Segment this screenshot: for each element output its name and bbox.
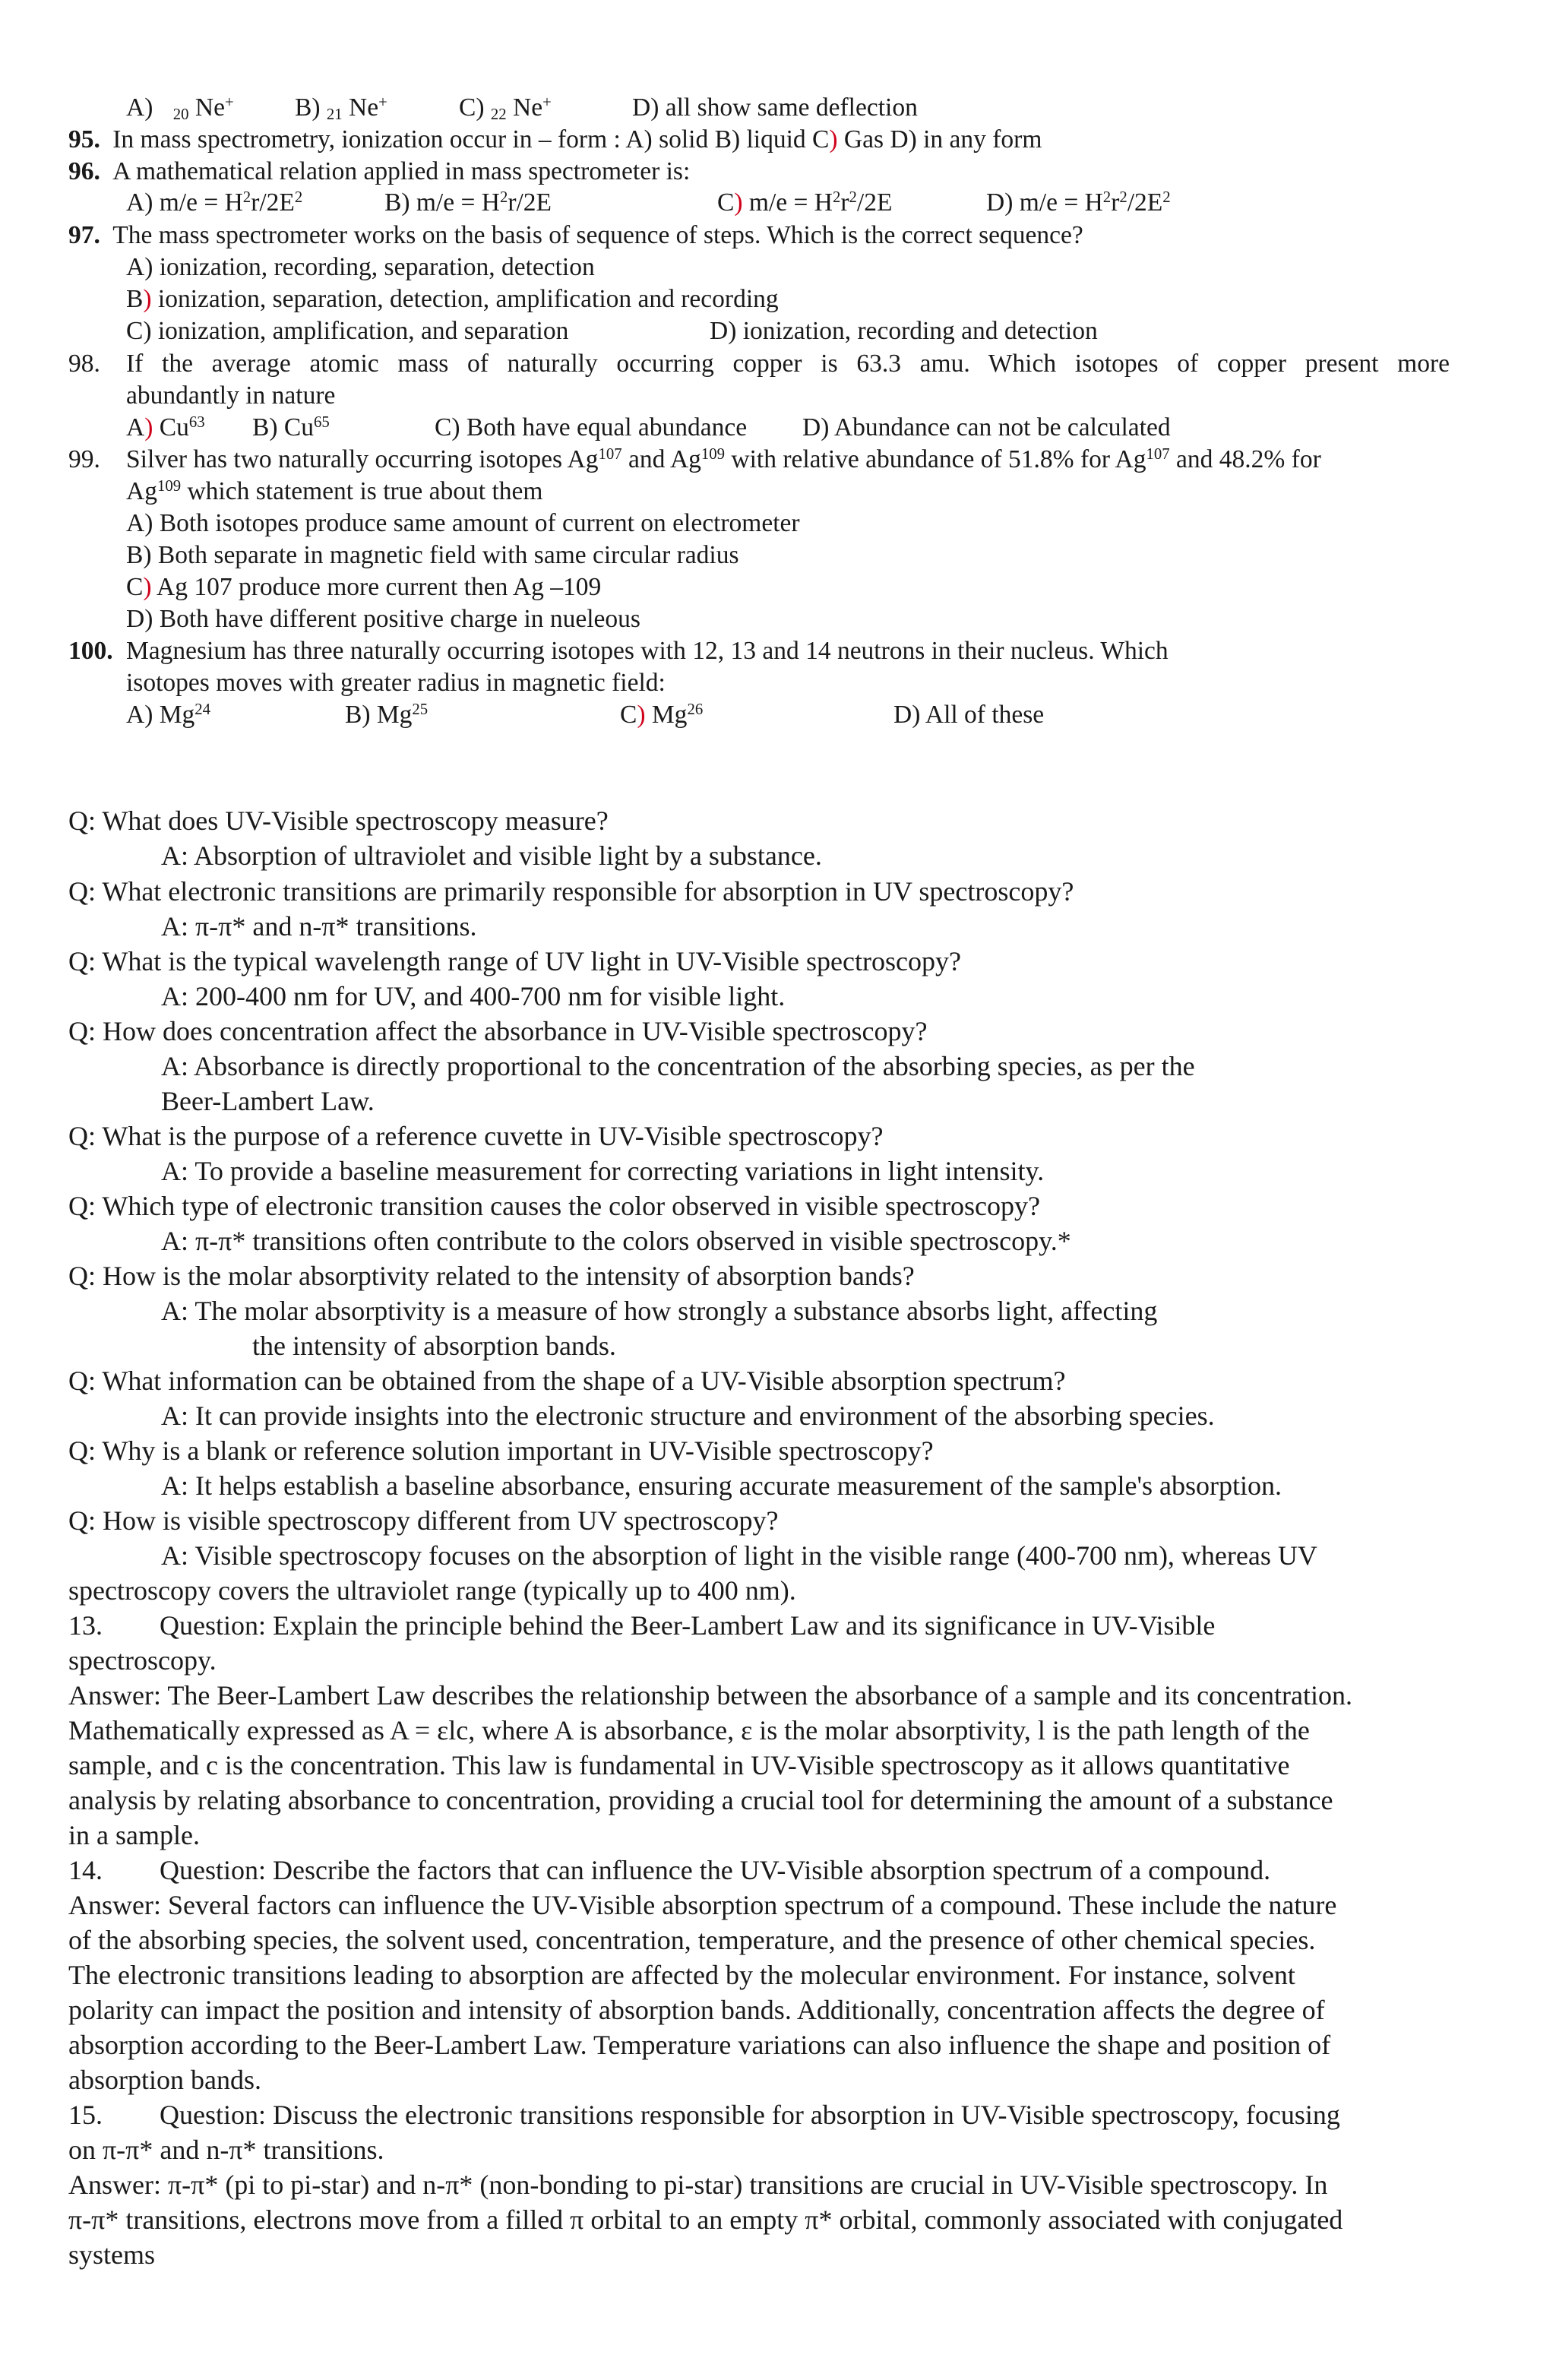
q100-option-c [620, 702, 703, 728]
q98-option-b [252, 415, 330, 441]
superscript: 25 [412, 700, 429, 718]
qa-question: Q: Why is a blank or reference solution important in UV-Visible spectroscopy? [68, 1435, 934, 1466]
question-text: In mass spectrometry, ionization occur in – form : A) solid B) liquid C [112, 125, 830, 153]
long-answer-line: Answer: Several factors can influence the UV-Visible absorption spectrum of a compound. These include the nature [68, 1890, 1337, 1920]
q99-option-c [126, 574, 601, 600]
question-text-tail: Gas D) in any form [837, 125, 1042, 153]
q98-option-a [126, 415, 205, 441]
answer-marker: ) [144, 413, 153, 442]
option-d-text-mid: r [1111, 188, 1120, 217]
q96-option-b [384, 190, 552, 216]
qa-answer: A: The molar absorptivity is a measure of how strongly a substance absorbs light, affecting [161, 1296, 1158, 1326]
long-question-text-continuation: on π-π* and n-π* transitions. [68, 2135, 384, 2165]
question-number: 99. [68, 445, 100, 473]
q99-option-b: B) Both separate in magnetic field with same circular radius [126, 541, 739, 569]
superscript: 107 [1146, 445, 1170, 463]
option-c-letter: C [126, 573, 144, 601]
long-answer-line: Mathematically expressed as A = εlc, where A is absorbance, ε is the molar absorptivity, l is the path length of the [68, 1715, 1310, 1745]
option-b-text: B) Mg [345, 701, 413, 729]
charge-superscript: + [378, 93, 387, 111]
question-text: which statement is true about them [181, 477, 543, 505]
q97-option-d: D) ionization, recording and detection [710, 317, 1098, 345]
long-question-text: Question: Discuss the electronic transitions responsible for absorption in UV-Visible spectroscopy, focusing [160, 2100, 1340, 2130]
option-c-text-mid: r [840, 188, 849, 217]
option-b-text: ionization, separation, detection, amplification and recording [151, 285, 779, 313]
option-c-text: m/e = H [742, 188, 833, 217]
option-b-label: B) [295, 93, 321, 122]
option-c-label: C) [459, 93, 485, 122]
superscript: 24 [194, 700, 211, 718]
option-a-text: A) Mg [126, 701, 195, 729]
question-99 [68, 447, 100, 473]
qa-answer-continuation: the intensity of absorption bands. [252, 1331, 616, 1361]
long-answer-line: polarity can impact the position and intensity of absorption bands. Additionally, concentration affects the degree of [68, 1995, 1325, 2025]
isotope-mass-number: 21 [326, 106, 343, 124]
long-question-text-continuation: spectroscopy. [68, 1645, 217, 1676]
qa-question: Q: What does UV-Visible spectroscopy measure? [68, 805, 609, 836]
long-answer-line: Answer: π-π* (pi to pi-star) and n-π* (non-bonding to pi-star) transitions are crucial in UV-Visible spectroscopy. In [68, 2170, 1328, 2200]
qa-answer: A: To provide a baseline measurement for correcting variations in light intensity. [161, 1156, 1045, 1186]
question-97 [68, 223, 1083, 248]
option-c-text: Mg [645, 701, 688, 729]
isotope-mass-number: 20 [172, 106, 189, 124]
answer-marker: ) [829, 125, 838, 153]
question-number: 96. [68, 157, 100, 185]
qa-question: Q: What information can be obtained from the shape of a UV-Visible absorption spectrum? [68, 1366, 1066, 1396]
superscript: 2 [849, 188, 857, 206]
long-answer-line: Answer: The Beer-Lambert Law describes the relationship between the absorbance of a sample and its concentration. [68, 1680, 1352, 1711]
q94-option-c [459, 93, 552, 124]
question-text: and Ag [621, 445, 701, 473]
superscript: 109 [157, 476, 182, 495]
long-answer-line: of the absorbing species, the solvent used, concentration, temperature, and the presence of other chemical species. [68, 1925, 1316, 1955]
option-c-letter: C [717, 188, 735, 217]
qa-question: Q: Which type of electronic transition causes the color observed in visible spectroscopy? [68, 1191, 1040, 1221]
qa-answer-continuation: Beer-Lambert Law. [161, 1086, 375, 1116]
q96-option-c [717, 190, 892, 216]
question-99-text-line1 [126, 447, 1321, 473]
question-text: Ag [126, 477, 157, 505]
q94-option-b [295, 93, 387, 124]
qa-answer: A: Absorption of ultraviolet and visible light by a substance. [161, 840, 822, 871]
q99-option-d: D) Both have different positive charge in nueleous [126, 605, 640, 633]
isotope-symbol: Ne [513, 93, 543, 122]
qa-answer: A: It helps establish a baseline absorbance, ensuring accurate measurement of the sample's absorption. [161, 1470, 1282, 1501]
option-d-text: D) m/e = H [986, 188, 1103, 217]
question-98 [68, 351, 100, 377]
option-b-text-mid: r/2E [508, 188, 552, 217]
isotope-mass-number: 22 [490, 106, 507, 124]
long-question-number: 13. [68, 1610, 103, 1641]
option-a-label: A) [126, 93, 153, 122]
question-98-text-line1: If the average atomic mass of naturally occurring copper is 63.3 amu. Which isotopes of copper present more [126, 350, 1450, 378]
qa-answer-continuation: spectroscopy covers the ultraviolet range (typically up to 400 nm). [68, 1575, 796, 1606]
superscript: 2 [242, 188, 251, 206]
qa-question: Q: What is the purpose of a reference cuvette in UV-Visible spectroscopy? [68, 1121, 884, 1151]
long-answer-line: π-π* transitions, electrons move from a filled π orbital to an empty π* orbital, commonly associated with conjugated [68, 2204, 1343, 2235]
qa-answer: A: It can provide insights into the electronic structure and environment of the absorbing species. [161, 1400, 1215, 1431]
question-100 [68, 638, 113, 664]
long-answer-line: analysis by relating absorbance to concentration, providing a crucial tool for determining the amount of a substance [68, 1785, 1333, 1815]
superscript: 2 [294, 188, 303, 206]
qa-answer: A: π-π* transitions often contribute to the colors observed in visible spectroscopy.* [161, 1226, 1071, 1256]
question-100-text-line1: Magnesium has three naturally occurring isotopes with 12, 13 and 14 neutrons in their nucleus. Which [126, 637, 1169, 665]
long-question-text: Question: Explain the principle behind the Beer-Lambert Law and its significance in UV-Visible [160, 1610, 1216, 1641]
long-answer-line: systems [68, 2239, 156, 2270]
answer-marker: ) [143, 573, 152, 601]
long-answer-line: in a sample. [68, 1820, 200, 1850]
question-number: 95. [68, 125, 100, 153]
q94-option-d: D) all show same deflection [632, 93, 918, 122]
question-text: with relative abundance of 51.8% for Ag [725, 445, 1146, 473]
q98-option-c: C) Both have equal abundance [435, 413, 748, 442]
option-d-text-end: /2E [1127, 188, 1163, 217]
q100-option-d: D) All of these [893, 701, 1045, 729]
option-a-text: Cu [153, 413, 189, 442]
q97-option-a: A) ionization, recording, separation, detection [126, 253, 595, 281]
qa-question: Q: What is the typical wavelength range of UV light in UV-Visible spectroscopy? [68, 946, 961, 976]
superscript: 2 [832, 188, 841, 206]
q97-option-c: C) ionization, amplification, and separation [126, 317, 569, 345]
q98-option-d: D) Abundance can not be calculated [802, 413, 1171, 442]
question-text: Silver has two naturally occurring isotopes Ag [126, 445, 599, 473]
long-question-number: 14. [68, 1855, 103, 1885]
long-question-text: Question: Describe the factors that can influence the UV-Visible absorption spectrum of a compound. [160, 1855, 1271, 1885]
option-b-text: B) m/e = H [384, 188, 500, 217]
superscript: 2 [1119, 188, 1127, 206]
superscript: 65 [313, 413, 330, 431]
question-text: The mass spectrometer works on the basis of sequence of steps. Which is the correct sequence? [112, 221, 1083, 249]
superscript: 107 [598, 445, 622, 463]
q99-option-a: A) Both isotopes produce same amount of current on electrometer [126, 509, 800, 537]
question-text: and 48.2% for [1169, 445, 1321, 473]
superscript: 2 [499, 188, 508, 206]
superscript: 26 [687, 700, 704, 718]
option-a-text-mid: r/2E [251, 188, 295, 217]
question-100-text-line2: isotopes moves with greater radius in magnetic field: [126, 669, 666, 697]
superscript: 63 [188, 413, 205, 431]
long-answer-line: absorption bands. [68, 2065, 261, 2095]
isotope-symbol: Ne [349, 93, 379, 122]
long-answer-line: absorption according to the Beer-Lambert Law. Temperature variations can also influence the shape and position of [68, 2030, 1331, 2060]
qa-answer: A: Visible spectroscopy focuses on the absorption of light in the visible range (400-700 nm), whereas UV [161, 1540, 1317, 1571]
question-text: A mathematical relation applied in mass spectrometer is: [112, 157, 691, 185]
question-number: 100. [68, 637, 113, 665]
question-95 [68, 127, 1042, 153]
question-number: 97. [68, 221, 100, 249]
option-c-letter: C [620, 701, 637, 729]
long-answer-line: sample, and c is the concentration. This law is fundamental in UV-Visible spectroscopy as it allows quantitative [68, 1750, 1290, 1780]
question-99-text-line2 [126, 476, 543, 505]
option-c-text: Ag 107 produce more current then Ag –109 [151, 573, 602, 601]
q100-option-b [345, 702, 428, 728]
option-a-letter: A [126, 413, 145, 442]
q94-options [126, 93, 234, 124]
option-b-text: B) Cu [252, 413, 314, 442]
qa-question: Q: How is the molar absorptivity related to the intensity of absorption bands? [68, 1261, 915, 1291]
long-question-number: 15. [68, 2100, 103, 2130]
answer-marker: ) [637, 701, 646, 729]
qa-answer: A: π-π* and n-π* transitions. [161, 911, 477, 942]
answer-marker: ) [143, 285, 152, 313]
option-c-text-end: /2E [856, 188, 893, 217]
charge-superscript: + [224, 93, 234, 111]
superscript: 2 [1102, 188, 1112, 206]
option-a-text: A) m/e = H [126, 188, 243, 217]
question-98-text-line2: abundantly in nature [126, 381, 336, 410]
qa-question: Q: How is visible spectroscopy different from UV spectroscopy? [68, 1505, 779, 1536]
qa-question: Q: How does concentration affect the absorbance in UV-Visible spectroscopy? [68, 1016, 928, 1046]
qa-answer: A: 200-400 nm for UV, and 400-700 nm for visible light. [161, 981, 786, 1011]
question-number: 98. [68, 350, 100, 378]
answer-marker: ) [734, 188, 743, 217]
superscript: 109 [701, 445, 726, 463]
question-96 [68, 159, 690, 185]
charge-superscript: + [542, 93, 552, 111]
qa-answer: A: Absorbance is directly proportional to the concentration of the absorbing species, as per the [161, 1051, 1195, 1081]
q96-option-a [126, 190, 302, 216]
q96-option-d [986, 190, 1171, 216]
isotope-symbol: Ne [194, 93, 225, 122]
q97-option-b [126, 286, 779, 312]
long-answer-line: The electronic transitions leading to absorption are affected by the molecular environment. For instance, solvent [68, 1960, 1295, 1990]
superscript: 2 [1162, 188, 1171, 206]
q100-option-a [126, 702, 210, 728]
qa-question: Q: What electronic transitions are primarily responsible for absorption in UV spectroscopy? [68, 876, 1074, 907]
option-b-letter: B [126, 285, 144, 313]
